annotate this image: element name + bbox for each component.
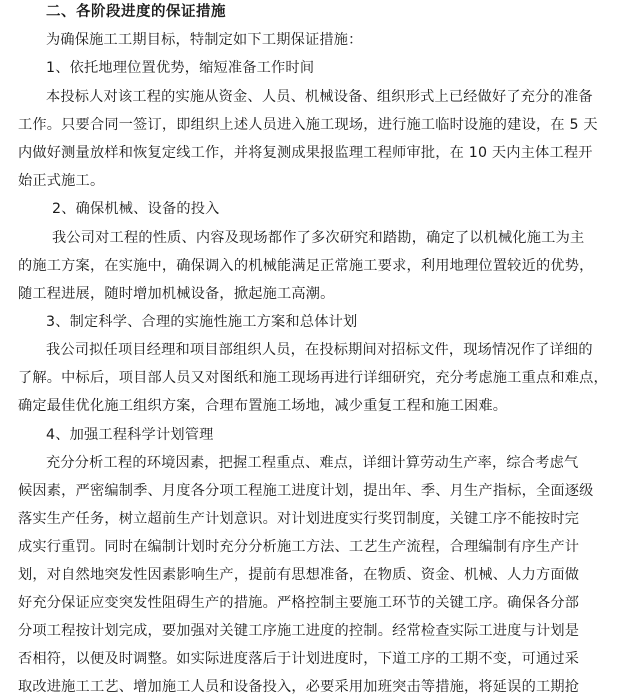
item-4-line: 分项工程按计划完成，要加强对关键工序施工进度的控制。经常检查实际工进度与计划是 bbox=[18, 623, 580, 639]
item-4-line: 否相符，以便及时调整。如实际进度落后于计划进度时，下道工序的工期不变，可通过采 bbox=[18, 651, 580, 667]
item-4-line: 好充分保证应变突发性阻碍生产的措施。严格控制主要施工环节的关键工序。确保各分部 bbox=[18, 595, 580, 611]
item-3-line: 确定最佳优化施工组织方案，合理布置施工场地，减少重复工程和施工困难。 bbox=[18, 398, 508, 414]
item-4-line: 划，对自然地突发性因素影响生产，提前有思想准备，在物质、资金、机械、人力方面做 bbox=[18, 567, 580, 583]
intro-text: 为确保施工工期目标，特制定如下工期保证措施： bbox=[46, 32, 363, 48]
item-3-heading: 3、制定科学、合理的实施性施工方案和总体计划 bbox=[46, 314, 358, 330]
item-1-line: 工作。只要合同一签订，即组织上述人员进入施工现场，进行施工临时设施的建设，在 5 天 bbox=[18, 117, 598, 133]
section-title: 二、各阶段进度的保证措施 bbox=[46, 4, 226, 20]
item-4-line: 取改进施工工艺、增加施工人员和设备投入，必要采用加班突击等措施，将延误的工期抢 bbox=[18, 679, 580, 695]
item-4-line: 成实行重罚。同时在编制计划时充分分析施工方法、工艺生产流程，合理编制有序生产计 bbox=[18, 539, 580, 555]
item-1-line: 本投标人对该工程的实施从资金、人员、机械设备、组织形式上已经做好了充分的准备 bbox=[46, 89, 593, 105]
item-1-heading: 1、依托地理位置优势，缩短准备工作时间 bbox=[46, 60, 315, 76]
item-4-line: 候因素，严密编制季、月度各分项工程施工进度计划，提出年、季、月生产指标，全面逐级 bbox=[18, 483, 594, 499]
item-3-line: 了解。中标后，项目部人员又对图纸和施工现场再进行详细研究，充分考虑施工重点和难点， bbox=[18, 370, 608, 386]
item-2-line: 我公司对工程的性质、内容及现场都作了多次研究和踏勘，确定了以机械化施工为主 bbox=[52, 230, 585, 246]
item-2-line: 随工程进展，随时增加机械设备，掀起施工高潮。 bbox=[18, 286, 335, 302]
item-3-line: 我公司拟任项目经理和项目部组织人员，在投标期间对招标文件，现场情况作了详细的 bbox=[46, 342, 593, 358]
item-1-line: 内做好测量放样和恢复定线工作，并将复测成果报监理工程师审批，在 10 天内主体工程开 bbox=[18, 145, 593, 161]
item-4-line: 落实生产任务，树立超前生产计划意识。对计划进度实行奖罚制度，关键工序不能按时完 bbox=[18, 511, 580, 527]
item-2-line: 的施工方案，在实施中，确保调入的机械能满足正常施工要求，利用地理位置较近的优势， bbox=[18, 258, 594, 274]
item-2-heading: 2、确保机械、设备的投入 bbox=[52, 201, 220, 217]
item-4-heading: 4、加强工程科学计划管理 bbox=[46, 427, 214, 443]
item-4-line: 充分分析工程的环境因素，把握工程重点、难点，详细计算劳动生产率，综合考虑气 bbox=[46, 455, 579, 471]
item-1-line: 始正式施工。 bbox=[18, 173, 105, 189]
